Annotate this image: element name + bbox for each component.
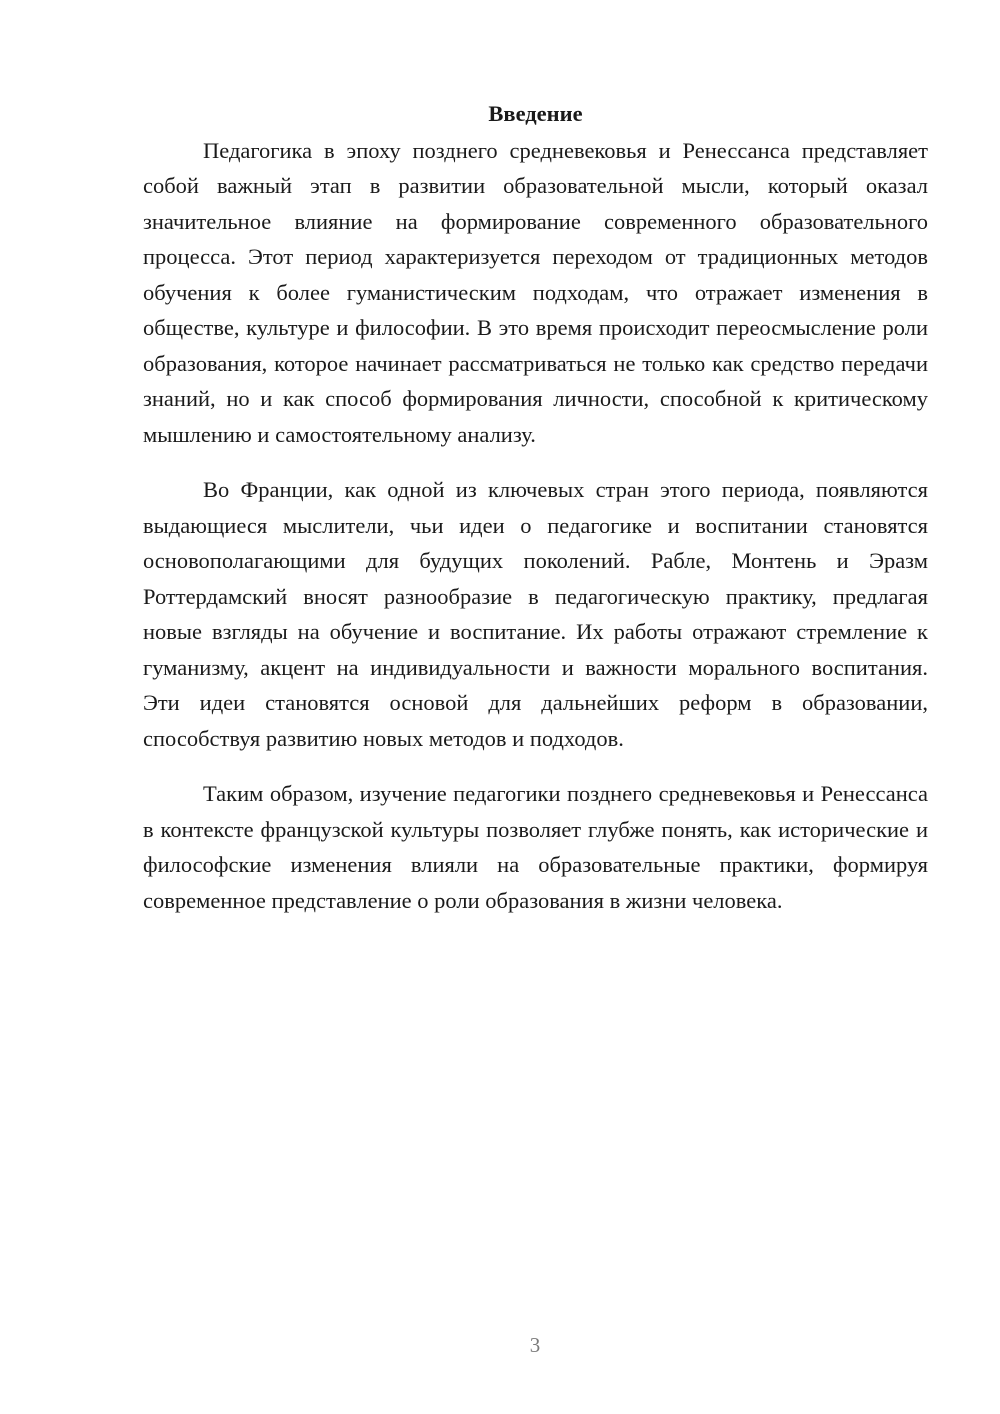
page-content xyxy=(143,96,928,918)
paragraph-1: Педагогика в эпоху позднего средневековья и Ренессанса представляет собой важный этап в развитии образовательной мысли, который оказал значительное влияние на формирование современного образовательного процесса. Этот период характеризуется переходом от традиционных методов обучения к более гуманистическим подходам, что отражает изменения в обществе, культуре и философии. В это время происходит переосмысление роли образования, которое начинает рассматриваться не только как средство передачи знаний, но и как способ формирования личности, способной к критическому мышлению и самостоятельному анализу. xyxy=(143,137,928,447)
paragraph-3: Таким образом, изучение педагогики позднего средневековья и Ренессанса в контексте французской культуры позволяет глубже понять, как исторические и философские изменения влияли на образовательные практики, формируя современное представление о роли образования в жизни человека. xyxy=(143,781,928,913)
page-number: 3 xyxy=(529,1333,541,1357)
paragraph-2: Во Франции, как одной из ключевых стран этого периода, появляются выдающиеся мыслители, чьи идеи о педагогике и воспитании становятся основополагающими для будущих поколений. Рабле, Монтень и Эразм Роттердамский вносят разнообразие в педагогическую практику, предлагая новые взгляды на обучение и воспитание. Их работы отражают стремление к гуманизму, акцент на индивидуальности и важности морального воспитания. Эти идеи становятся основой для дальнейших реформ в образовании, способствуя развитию новых методов и подходов. xyxy=(143,477,928,751)
section-title: Введение xyxy=(488,101,583,126)
